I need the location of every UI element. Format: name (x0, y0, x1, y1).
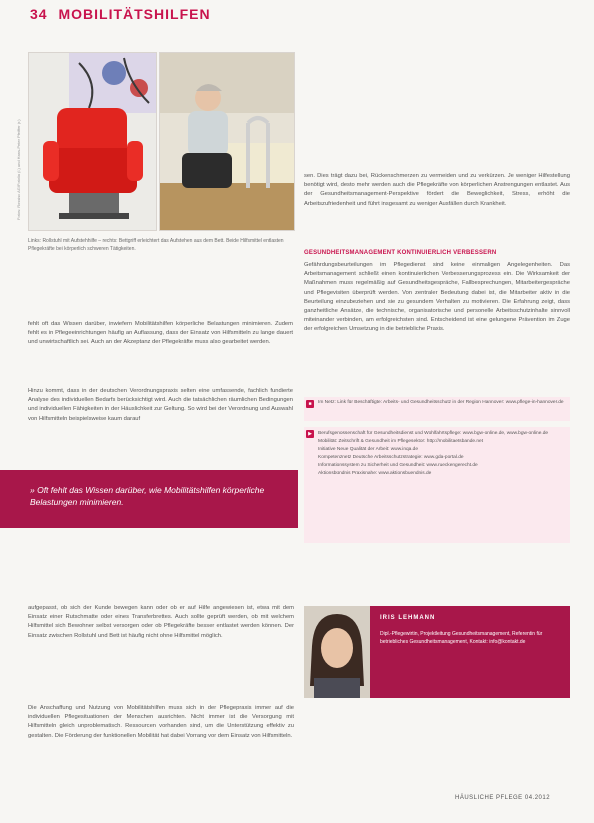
links-list (318, 430, 564, 478)
left-paragraph-1: fehlt oft das Wissen darüber, inwiefern Mobilitätshilfen körperliche Belastungen minimieren. Zudem fehlt es in Pflegeeinrichtungen häufig an Auflassung, dass der Einsatz von Hilfsmitteln zu lange dauert und unwirtschaftlich sei. Auch an der Akzeptanz der Pflegekräfte muss also gearbeitet werden. (28, 321, 293, 346)
link-item[interactable]: Mobilität: Zeitschrift & Gesundheit im Pflegesektor: http://mobilitaetsbande.net (318, 439, 484, 444)
pull-quote: » Oft fehlt das Wissen darüber, wie Mobilitätshilfen körperliche Belastungen minimieren. (30, 485, 265, 507)
photo-bed-rail (159, 52, 295, 231)
author-name: IRIS LEHMANN (380, 615, 436, 621)
link-item[interactable]: Kompetenznetz Deutsche Arbeitsschutzstrategie: www.gda-portal.de (318, 455, 464, 460)
right-paragraph-2: Gefährdungsbeurteilungen im Pflegedienst sind keine einmaligen Angelegenheiten. Das Arbeitsmanagement schließt einen kontinuierlichen Verbesserungsprozess ein. Die Wirksamkeit der Maßnahmen muss regelmäßig auf Gesundheitsgespräche, Fallbesprechungen, Mitarbeitergespräche und Pflegevisiten überprüft werden. Von zentraler Bedeutung dabei ist, die Mitarbeiter aktiv in die Beurteilung einzubeziehen und sie zu gesundem Verhalten zu motivieren. Die Erfahrung zeigt, dass ganzheitliche Ansätze, die technische, organisatorische und personelle Arbeitsschutzinhalte sinnvoll miteinander verbinden, am erfolgreichsten sind. Entscheidend ist eine gelungene Prävention im Zuge der erfolgreichen Umsetzung in die betriebliche Praxis. (304, 262, 570, 333)
link-item[interactable]: Aktionsbündnis Praxisnahe: www.aktionsbuendnis.de (318, 471, 432, 476)
photo-credit: Fotos: Rossisc AG/Fotolia (l.) und Hans-Peter Pfeiffer (r.) (16, 119, 21, 220)
photo-chair (28, 52, 157, 231)
page-title: MOBILITÄTSHILFEN (58, 6, 211, 22)
author-photo (304, 606, 370, 698)
lower-paragraph-2: Die Anschaffung und Nutzung von Mobilitätshilfen muss sich in der Pflegepraxis immer auf die individuellen Pflegesituationen der Menschen ausrichten. Nicht immer ist die Versorgung mit Hilfsmitteln gleich unproblematisch. Ressourcen vorhanden sind, um die Unterstützung effektiv zu gestalten. Die Förderung der funktionellen Mobilität hat dabei Vorrang vor dem Einsatz von Hilfsmitteln. (28, 705, 294, 739)
link-item[interactable]: Informationssystem zu Sicherheit und Gesundheit: www.rueckengerecht.de (318, 463, 478, 468)
photo-caption: Links: Rollstuhl mit Aufstehhilfe – rechts: Bettgriff erleichtert das Aufstehen aus dem Bett. Beide Hilfsmittel entlasten Pflegekräfte bei körperlich schweren Tätigkeiten. (28, 238, 284, 252)
red-chair-image (29, 53, 156, 230)
page-number: 34 (30, 6, 48, 22)
link-icon: ▶ (306, 430, 314, 438)
book-icon: ■ (306, 400, 314, 408)
page-footer: HÄUSLICHE PFLEGE 04.2012 (455, 795, 551, 801)
info-box-web-text: Im Netz: Link für Beschäftigte: Arbeits- und Gesundheitsschutz in der Region Hannover: www.pflege-in-hannover.de (318, 400, 564, 405)
pull-quote-box (0, 470, 298, 528)
info-box-links (304, 427, 570, 543)
author-portrait (304, 606, 370, 698)
info-box-web (304, 397, 570, 421)
left-paragraph-2: Hinzu kommt, dass in der deutschen Verordnungspraxis selten eine umfassende, fachlich fundierte Analyse des individuellen Bedarfs berücksichtigt wird. Auch die tatsächlichen räumlichen Bedingungen und individuellen Fähigkeiten in der Häuslichkeit zur Geltung. So wird bei der Verordnung und Auswahl von Hilfsmitteln beispielsweise kaum darauf (28, 388, 293, 422)
author-bio: Dipl.-Pflegewirtin, Projektleitung Gesundheitsmanagement, Referentin für betriebliches Gesundheitsmanagement, Kontakt: info@kontakt.de (380, 631, 543, 645)
page-header (30, 6, 211, 22)
section-heading: GESUNDHEITSMANAGEMENT KONTINUIERLICH VERBESSERN (304, 250, 497, 256)
link-item[interactable]: Berufsgenossenschaft für Gesundheitsdienst und Wohlfahrtspflege: www.bgw-online.de, www.bgw-online.de (318, 431, 549, 436)
bed-rail-image (160, 53, 294, 230)
right-paragraph-1: sen. Dies trägt dazu bei, Rückenschmerzen zu vermeiden und zu verkürzen. Je weniger Hilfestellung benötigt wird, desto mehr werden auch die Pflegekräfte von körperlichen Anstrengungen entlastet. Aus der Gesundheitsmanagement-Perspektive fördert die Beweglichkeit, Stress, erhöht die Arbeitszufriedenheit und führt insgesamt zu weniger Ausfällen durch Krankheit. (304, 173, 570, 207)
lower-paragraph-1: aufgepasst, ob sich der Kunde bewegen kann oder ob er auf Hilfe angewiesen ist, etwa mit dem Einsatz einer Rutschmatte oder eines Transferbrettes. Auch sollte geprüft werden, ob mit welchem Hilfsmittel sich Bewohner selbst versorgen oder ob Pflegekräfte besser entlastet werden können. Der Einsatz zwischen Rollstuhl und Bett ist häufig nicht ohne Hilfsmittel möglich. (28, 605, 294, 639)
link-item[interactable]: Initiative Neue Qualität der Arbeit: www.inqa.de (318, 447, 418, 452)
author-box (370, 606, 570, 698)
